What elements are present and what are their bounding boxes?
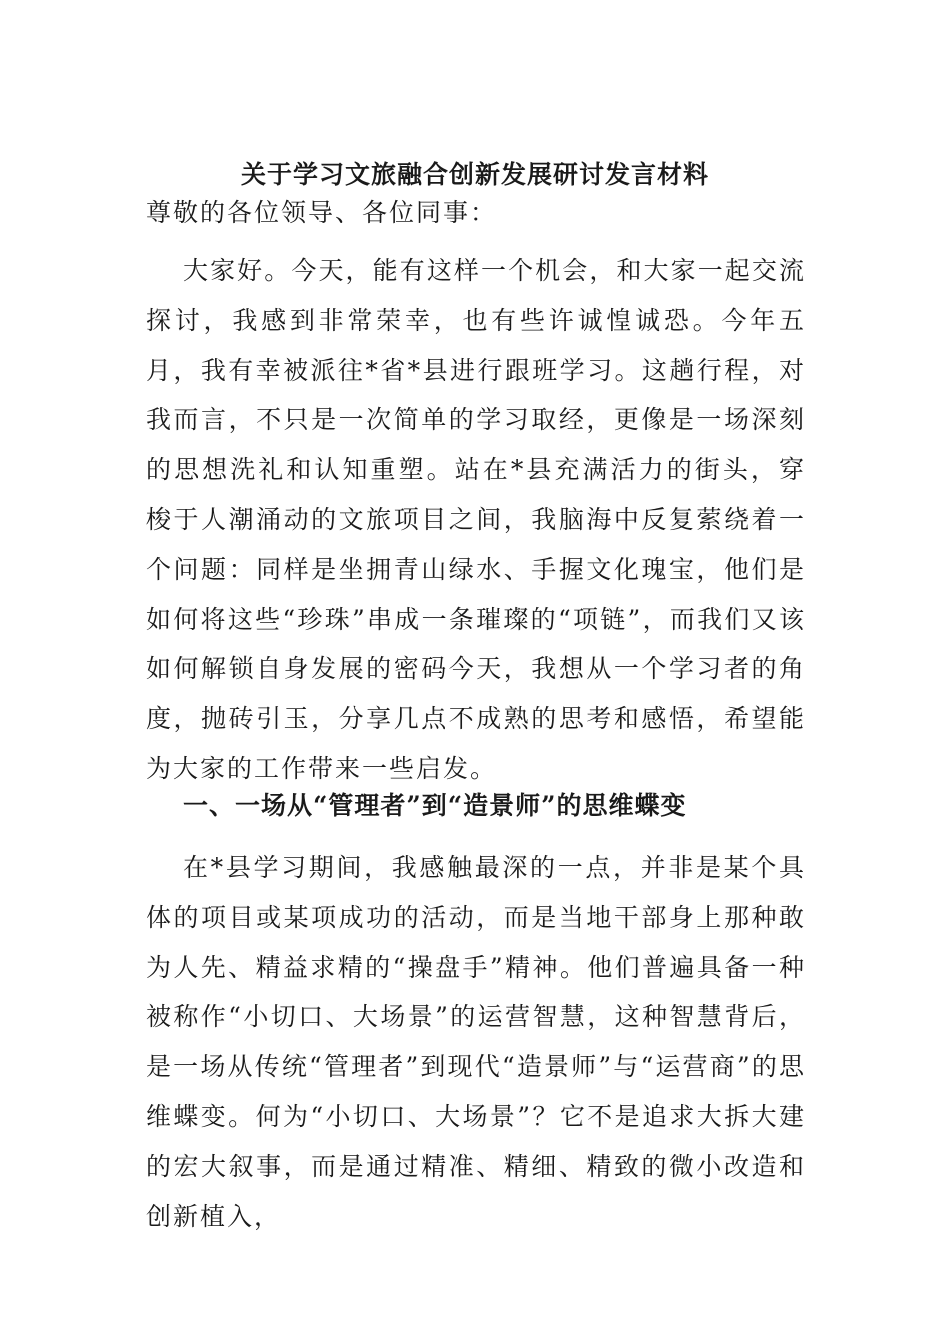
paragraph-intro: 大家好。今天，能有这样一个机会，和大家一起交流探讨，我感到非常荣幸，也有些许诚惶诚恐。今年五月，我有幸被派往*省*县进行跟班学习。这趟行程，对我而言，不只是一次简单的学习取经，更像是一场深刻的思想洗礼和认知重塑。站在*县充满活力的街头，穿梭于人潮涌动的文旅项目之间，我脑海中反复萦绕着一个问题：同样是坐拥青山绿水、手握文化瑰宝，他们是如何将这些“珍珠”串成一条璀璨的“项链”，而我们又该如何解锁自身发展的密码今天，我想从一个学习者的角度，抛砖引玉，分享几点不成熟的思考和感悟，希望能为大家的工作带来一些启发。 <box>146 256 806 783</box>
section-heading-1: 一、一场从“管理者”到“造景师”的思维蝶变 <box>183 791 687 820</box>
greeting: 尊敬的各位领导、各位同事： <box>146 198 498 227</box>
paragraph-section-1: 在*县学习期间，我感触最深的一点，并非是某个具体的项目或某项成功的活动，而是当地干部身上那种敢为人先、精益求精的“操盘手”精神。他们普遍具备一种被称作“小切口、大场景”的运营智慧，这种智慧背后，是一场从传统“管理者”到现代“造景师”与“运营商”的思维蝶变。何为“小切口、大场景”？它不是追求大拆大建的宏大叙事，而是通过精准、精细、精致的微小改造和创新植入， <box>146 853 806 1231</box>
document-title: 关于学习文旅融合创新发展研讨发言材料 <box>240 160 709 189</box>
